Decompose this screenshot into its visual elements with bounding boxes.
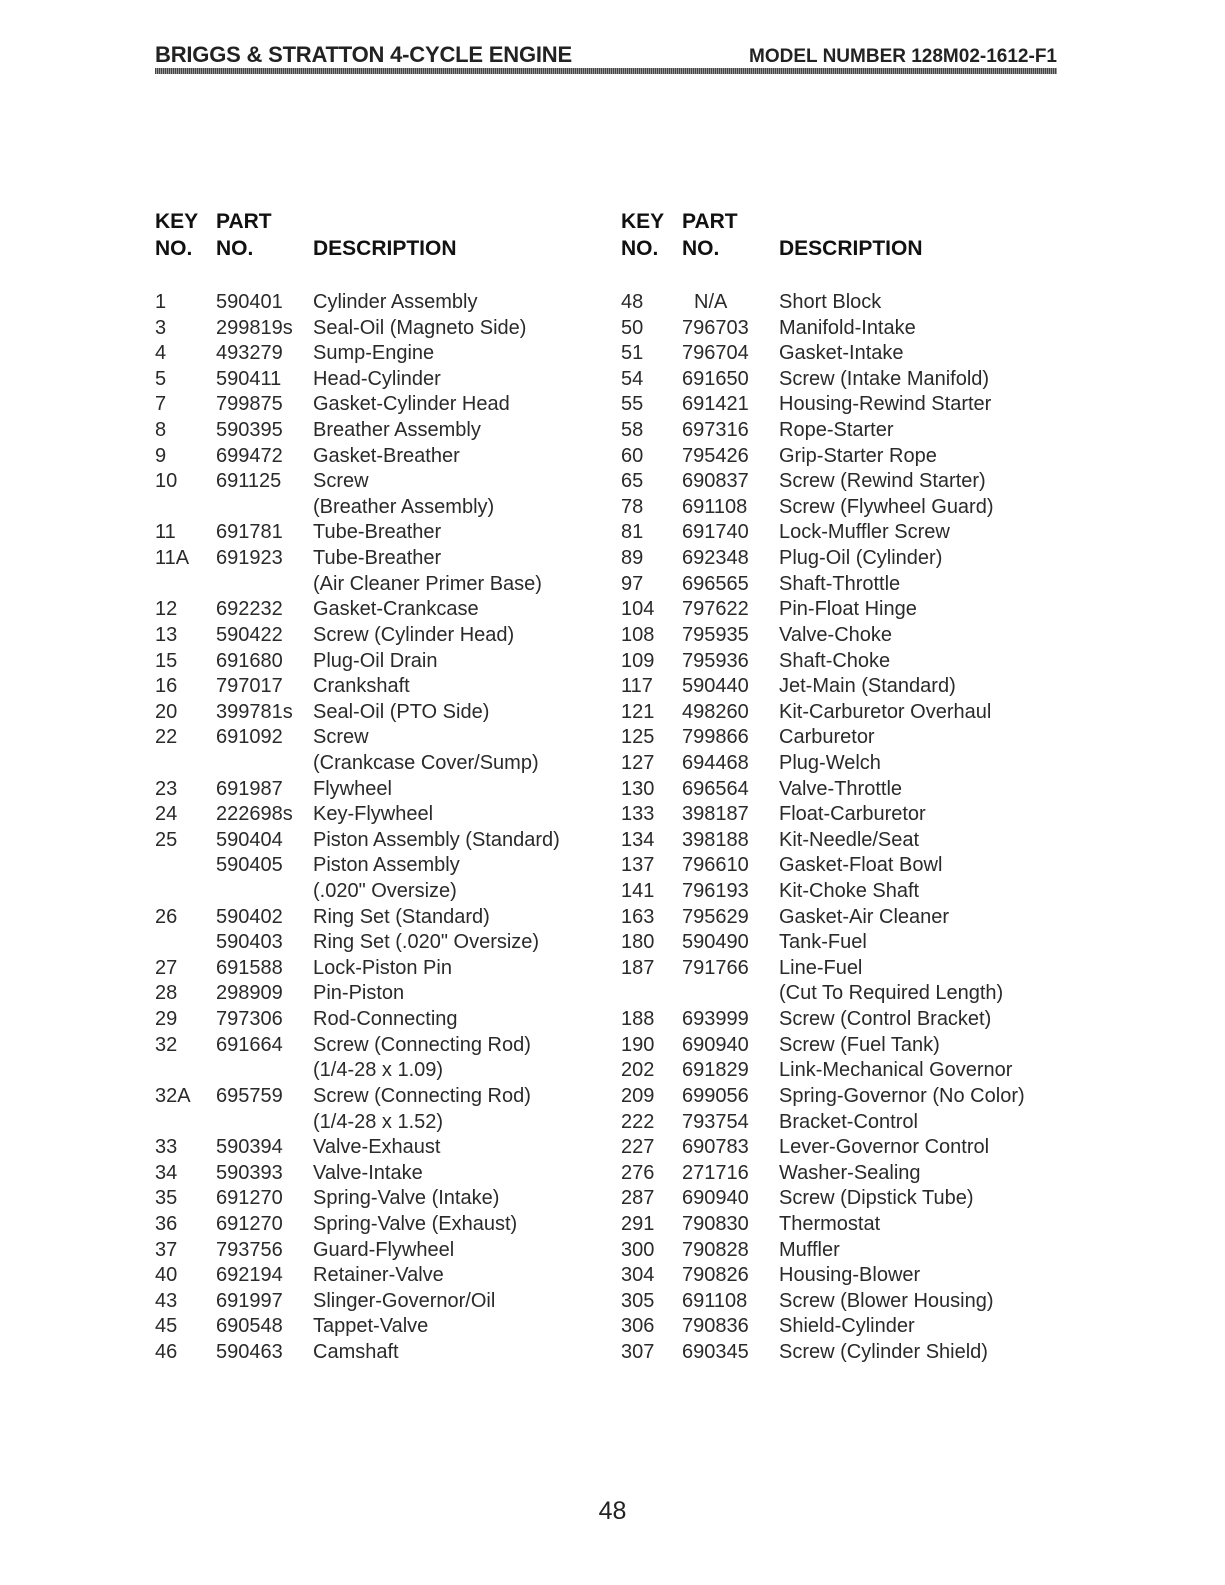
key-number: 9 [155, 444, 167, 467]
part-number: 793756 [216, 1238, 283, 1261]
description-header: DESCRIPTION [313, 237, 457, 260]
key-number: 58 [621, 419, 644, 442]
part-number: 590394 [216, 1136, 283, 1159]
part-number: 299819s [216, 316, 293, 339]
part-number: 691092 [216, 726, 283, 749]
part-number: 590404 [216, 828, 283, 851]
key-number: 32A [155, 1084, 191, 1107]
part-number: 691664 [216, 1033, 283, 1056]
key-number: 133 [621, 803, 655, 826]
key-number: 11A [155, 547, 190, 570]
part-description: Lock-Piston Pin [313, 956, 452, 979]
key-number: 12 [155, 598, 178, 621]
part-description: Rod-Connecting [313, 1008, 458, 1031]
part-description: (Air Cleaner Primer Base) [313, 572, 542, 595]
part-description: Tank-Fuel [779, 931, 867, 954]
part-number: 590403 [216, 931, 283, 954]
part-description: Manifold-Intake [779, 316, 916, 339]
part-number: 796703 [682, 316, 749, 339]
part-description: Screw [313, 726, 369, 749]
key-number: 134 [621, 828, 655, 851]
part-description: Rope-Starter [779, 419, 894, 442]
part-number: 298909 [216, 982, 283, 1005]
part-description: Spring-Governor (No Color) [779, 1084, 1025, 1107]
key-number: 50 [621, 316, 644, 339]
part-number: 796704 [682, 342, 749, 365]
part-description: Spring-Valve (Intake) [313, 1187, 500, 1210]
part-number: 691923 [216, 547, 283, 570]
key-number: 209 [621, 1084, 655, 1107]
part-number: 699056 [682, 1084, 749, 1107]
key-number: 180 [621, 931, 655, 954]
part-description: Shield-Cylinder [779, 1315, 915, 1338]
part-number: 793754 [682, 1110, 749, 1133]
key-number: 307 [621, 1340, 655, 1363]
part-number: 691740 [682, 521, 749, 544]
key-number: 97 [621, 572, 644, 595]
part-description: Guard-Flywheel [313, 1238, 455, 1261]
part-description: Shaft-Choke [779, 649, 891, 672]
part-description: Screw (Connecting Rod) [313, 1033, 531, 1056]
part-number: 692194 [216, 1264, 283, 1287]
part-description: Seal-Oil (PTO Side) [313, 700, 490, 723]
part-description: Bracket-Control [779, 1110, 918, 1133]
part-number: 691588 [216, 956, 283, 979]
part-description: Gasket-Float Bowl [779, 854, 943, 877]
part-description: Washer-Sealing [779, 1161, 921, 1184]
part-number: 790828 [682, 1238, 749, 1261]
engine-title: BRIGGS & STRATTON 4-CYCLE ENGINE [155, 42, 572, 67]
part-number: 399781s [216, 700, 293, 723]
part-header-line1: PART [216, 210, 272, 233]
part-number: 690783 [682, 1136, 749, 1159]
key-number: 130 [621, 777, 655, 800]
part-description: Screw (Intake Manifold) [779, 367, 990, 390]
part-description: Gasket-Intake [779, 342, 904, 365]
part-description: Link-Mechanical Governor [779, 1059, 1013, 1082]
part-description: Head-Cylinder [313, 367, 441, 390]
part-number: 691421 [682, 393, 749, 416]
key-number: 20 [155, 700, 178, 723]
part-number: 691680 [216, 649, 283, 672]
part-description: Tappet-Valve [313, 1315, 429, 1338]
part-number: 691125 [216, 470, 282, 493]
part-description: Crankshaft [313, 675, 410, 698]
key-number: 10 [155, 470, 178, 493]
part-description: (Crankcase Cover/Sump) [313, 751, 539, 774]
part-description: (1/4-28 x 1.52) [313, 1110, 444, 1133]
part-number: 695759 [216, 1084, 283, 1107]
part-number: 590490 [682, 931, 749, 954]
part-description: Camshaft [313, 1340, 399, 1363]
part-number: 590395 [216, 419, 283, 442]
key-number: 60 [621, 444, 644, 467]
key-number: 109 [621, 649, 655, 672]
part-description: Screw (Cylinder Shield) [779, 1340, 988, 1363]
part-number: 690548 [216, 1315, 283, 1338]
part-number: 690940 [682, 1187, 749, 1210]
part-description: Piston Assembly [313, 854, 460, 877]
key-number: 306 [621, 1315, 655, 1338]
part-number: 691829 [682, 1059, 749, 1082]
key-number: 287 [621, 1187, 655, 1210]
key-number: 35 [155, 1187, 178, 1210]
key-number: 202 [621, 1059, 655, 1082]
part-description: Screw (Rewind Starter) [779, 470, 986, 493]
part-description: Grip-Starter Rope [779, 444, 937, 467]
part-number: 791766 [682, 956, 749, 979]
key-number: 305 [621, 1289, 655, 1312]
part-number: 271716 [682, 1161, 749, 1184]
part-description: Screw (Fuel Tank) [779, 1033, 940, 1056]
key-number: 8 [155, 419, 167, 442]
key-number: 40 [155, 1264, 178, 1287]
part-number: 590402 [216, 905, 283, 928]
part-description: (Breather Assembly) [313, 495, 495, 518]
key-number: 45 [155, 1315, 178, 1338]
part-header-line2: NO. [682, 237, 720, 260]
part-number: 692232 [216, 598, 283, 621]
part-number: 691781 [216, 521, 283, 544]
part-number: 694468 [682, 751, 749, 774]
part-description: Short Block [779, 291, 882, 313]
key-number: 34 [155, 1161, 178, 1184]
key-header-line1: KEY [155, 210, 199, 233]
part-number: 590393 [216, 1161, 283, 1184]
part-number: 590463 [216, 1340, 283, 1363]
part-number: 795936 [682, 649, 749, 672]
key-number: 23 [155, 777, 178, 800]
part-description: Screw (Control Bracket) [779, 1008, 992, 1031]
key-number: 188 [621, 1008, 655, 1031]
model-number: MODEL NUMBER 128M02-1612-F1 [749, 46, 1057, 67]
part-description: Slinger-Governor/Oil [313, 1289, 496, 1312]
part-description: Valve-Exhaust [313, 1136, 441, 1159]
key-number: 22 [155, 726, 178, 749]
part-number: 690940 [682, 1033, 749, 1056]
part-number: 493279 [216, 342, 283, 365]
part-description: Float-Carburetor [779, 803, 926, 826]
part-number: 590411 [216, 367, 282, 390]
part-description: Kit-Needle/Seat [779, 828, 920, 851]
key-number: 108 [621, 623, 655, 646]
part-number: 691108 [682, 1289, 748, 1312]
part-number: 590405 [216, 854, 283, 877]
part-description: Tube-Breather [313, 521, 442, 544]
part-description: (Cut To Required Length) [779, 982, 1004, 1005]
key-number: 78 [621, 495, 644, 518]
part-description: Breather Assembly [313, 419, 481, 442]
part-description: Ring Set (Standard) [313, 905, 490, 928]
part-description: Retainer-Valve [313, 1264, 444, 1287]
part-description: Flywheel [313, 777, 392, 800]
part-number: 696564 [682, 777, 749, 800]
part-description: Ring Set (.020" Oversize) [313, 931, 540, 954]
key-number: 48 [621, 291, 644, 313]
part-number: 222698s [216, 803, 293, 826]
key-number: 227 [621, 1136, 655, 1159]
part-number: 398187 [682, 803, 749, 826]
key-number: 117 [621, 675, 653, 698]
part-description: Plug-Oil Drain [313, 649, 438, 672]
key-number: 190 [621, 1033, 655, 1056]
key-number: 276 [621, 1161, 655, 1184]
part-description: Screw (Blower Housing) [779, 1289, 994, 1312]
key-number: 137 [621, 854, 655, 877]
part-description: Housing-Blower [779, 1264, 921, 1287]
part-number: 795629 [682, 905, 749, 928]
part-number: 590440 [682, 675, 749, 698]
key-number: 55 [621, 393, 644, 416]
part-number: 797306 [216, 1008, 283, 1031]
key-number: 16 [155, 675, 178, 698]
part-description: Line-Fuel [779, 956, 863, 979]
part-header-line2: NO. [216, 237, 254, 260]
part-number: 790826 [682, 1264, 749, 1287]
key-number: 27 [155, 956, 178, 979]
part-description: Valve-Throttle [779, 777, 903, 800]
key-number: 26 [155, 905, 178, 928]
part-number: 696565 [682, 572, 749, 595]
key-number: 51 [621, 342, 644, 365]
part-description: Housing-Rewind Starter [779, 393, 992, 416]
part-description: Screw (Cylinder Head) [313, 623, 515, 646]
part-number: 691997 [216, 1289, 283, 1312]
part-description: Jet-Main (Standard) [779, 675, 956, 698]
key-number: 187 [621, 956, 655, 979]
key-number: 36 [155, 1212, 178, 1235]
part-number: 590422 [216, 623, 283, 646]
key-number: 3 [155, 316, 167, 339]
part-description: Tube-Breather [313, 547, 442, 570]
part-description: Muffler [779, 1238, 840, 1261]
key-number: 46 [155, 1340, 178, 1363]
key-number: 65 [621, 470, 644, 493]
part-description: Piston Assembly (Standard) [313, 828, 560, 851]
key-number: 125 [621, 726, 655, 749]
part-number: 697316 [682, 419, 749, 442]
part-number: 799875 [216, 393, 283, 416]
part-number: 796610 [682, 854, 749, 877]
part-description: Key-Flywheel [313, 803, 434, 826]
part-description: Shaft-Throttle [779, 572, 901, 595]
key-header-line1: KEY [621, 210, 665, 233]
key-number: 4 [155, 342, 167, 365]
part-number: 797017 [216, 675, 283, 698]
part-number: 799866 [682, 726, 749, 749]
key-number: 81 [621, 521, 644, 544]
part-description: Pin-Piston [313, 982, 405, 1005]
part-description: Sump-Engine [313, 342, 435, 365]
part-number: 691270 [216, 1187, 283, 1210]
key-number: 5 [155, 367, 167, 390]
part-description: Kit-Carburetor Overhaul [779, 700, 992, 723]
key-number: 13 [155, 623, 178, 646]
key-number: 32 [155, 1033, 178, 1056]
part-description: Cylinder Assembly [313, 291, 478, 313]
key-number: 54 [621, 367, 644, 390]
part-number: 699472 [216, 444, 283, 467]
part-number: 498260 [682, 700, 749, 723]
part-description: Valve-Intake [313, 1161, 423, 1184]
part-number: 691108 [682, 495, 748, 518]
part-description: Plug-Oil (Cylinder) [779, 547, 943, 570]
part-number: 691270 [216, 1212, 283, 1235]
key-number: 24 [155, 803, 178, 826]
key-number: 291 [621, 1212, 655, 1235]
part-number: N/A [694, 291, 728, 313]
key-number: 28 [155, 982, 178, 1005]
key-number: 141 [621, 880, 655, 903]
part-description: Screw [313, 470, 369, 493]
part-number: 691650 [682, 367, 749, 390]
key-number: 7 [155, 393, 167, 416]
part-number: 690345 [682, 1340, 749, 1363]
part-description: Lever-Governor Control [779, 1136, 990, 1159]
part-number: 797622 [682, 598, 749, 621]
part-number: 790830 [682, 1212, 749, 1235]
part-number: 590401 [216, 291, 283, 313]
part-description: Screw (Dipstick Tube) [779, 1187, 974, 1210]
part-description: Screw (Flywheel Guard) [779, 495, 994, 518]
key-number: 300 [621, 1238, 655, 1261]
part-number: 398188 [682, 828, 749, 851]
part-number: 690837 [682, 470, 749, 493]
part-description: Plug-Welch [779, 751, 881, 774]
part-description: (.020" Oversize) [313, 880, 457, 903]
key-number: 222 [621, 1110, 655, 1133]
part-number: 691987 [216, 777, 283, 800]
part-description: Seal-Oil (Magneto Side) [313, 316, 527, 339]
part-header-line1: PART [682, 210, 738, 233]
key-number: 304 [621, 1264, 655, 1287]
key-number: 89 [621, 547, 644, 570]
part-number: 693999 [682, 1008, 749, 1031]
part-description: Carburetor [779, 726, 875, 749]
part-number: 692348 [682, 547, 749, 570]
key-number: 1 [155, 291, 167, 313]
page-number: 48 [598, 1497, 627, 1525]
key-number: 15 [155, 649, 178, 672]
part-description: Kit-Choke Shaft [779, 880, 920, 903]
part-description: (1/4-28 x 1.09) [313, 1059, 444, 1082]
key-number: 121 [621, 700, 655, 723]
part-description: Thermostat [779, 1212, 881, 1235]
part-description: Spring-Valve (Exhaust) [313, 1212, 518, 1235]
key-number: 25 [155, 828, 178, 851]
part-number: 796193 [682, 880, 749, 903]
part-description: Valve-Choke [779, 623, 893, 646]
part-description: Screw (Connecting Rod) [313, 1084, 531, 1107]
key-number: 29 [155, 1008, 178, 1031]
key-number: 163 [621, 905, 655, 928]
key-number: 43 [155, 1289, 178, 1312]
part-description: Lock-Muffler Screw [779, 521, 950, 544]
header-rule [155, 68, 1057, 74]
part-description: Gasket-Cylinder Head [313, 393, 510, 416]
part-description: Gasket-Crankcase [313, 598, 479, 621]
part-description: Pin-Float Hinge [779, 598, 917, 621]
part-number: 790836 [682, 1315, 749, 1338]
key-number: 37 [155, 1238, 178, 1261]
key-header-line2: NO. [621, 237, 659, 260]
key-number: 11 [155, 521, 176, 544]
part-number: 795426 [682, 444, 749, 467]
key-number: 33 [155, 1136, 178, 1159]
part-description: Gasket-Breather [313, 444, 460, 467]
key-number: 104 [621, 598, 655, 621]
part-number: 795935 [682, 623, 749, 646]
part-description: Gasket-Air Cleaner [779, 905, 950, 928]
key-header-line2: NO. [155, 237, 193, 260]
key-number: 127 [621, 751, 655, 774]
description-header: DESCRIPTION [779, 237, 923, 260]
